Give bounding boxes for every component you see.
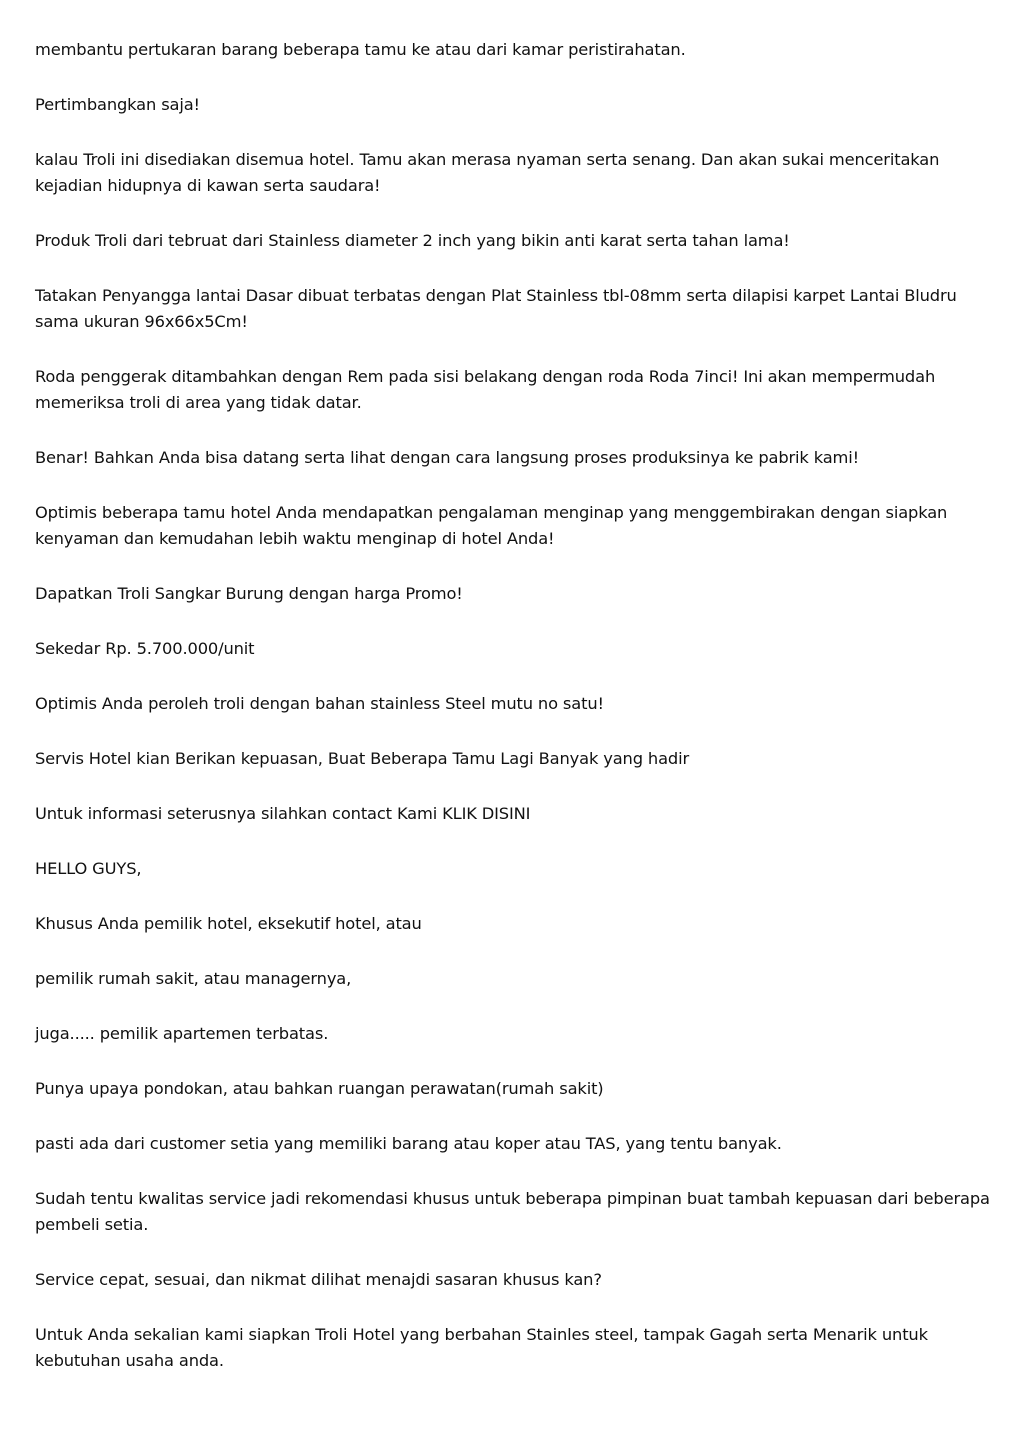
paragraph-closing: Untuk Anda sekalian kami siapkan Troli Hotel yang berbahan Stainles steel, tampak Gagah serta Menarik untuk kebutuhan usaha anda. [35, 1325, 928, 1370]
paragraph-servis: Servis Hotel kian Berikan kepuasan, Buat Beberapa Tamu Lagi Banyak yang hadir [35, 749, 690, 768]
paragraph-tatakan: Tatakan Penyangga lantai Dasar dibuat terbatas dengan Plat Stainless tbl-08mm serta dilapisi karpet Lantai Bludru sama ukuran 96x66x5Cm! [35, 286, 957, 331]
paragraph-apartemen: juga..... pemilik apartemen terbatas. [35, 1024, 329, 1043]
paragraph-kwalitas: Sudah tentu kwalitas service jadi rekomendasi khusus untuk beberapa pimpinan buat tambah kepuasan dari beberapa pembeli setia. [35, 1189, 990, 1234]
paragraph-customer: pasti ada dari customer setia yang memiliki barang atau koper atau TAS, yang tentu banyak. [35, 1134, 782, 1153]
paragraph-rumah-sakit: pemilik rumah sakit, atau managernya, [35, 969, 352, 988]
paragraph-optimis-troli: Optimis Anda peroleh troli dengan bahan stainless Steel mutu no satu! [35, 694, 604, 713]
paragraph-price: Sekedar Rp. 5.700.000/unit [35, 639, 255, 658]
paragraph-roda: Roda penggerak ditambahkan dengan Rem pada sisi belakang dengan roda Roda 7inci! Ini akan mempermudah memeriksa troli di area yang tidak datar. [35, 367, 936, 412]
paragraph-troli-hotel: kalau Troli ini disediakan disemua hotel. Tamu akan merasa nyaman serta senang. Dan akan sukai menceritakan kejadian hidupnya di kawan serta saudara! [35, 150, 940, 195]
paragraph-benar: Benar! Bahkan Anda bisa datang serta lihat dengan cara langsung proses produksinya ke pabrik kami! [35, 448, 860, 467]
paragraph-upaya: Punya upaya pondokan, atau bahkan ruangan perawatan(rumah sakit) [35, 1079, 604, 1098]
paragraph-service-cepat: Service cepat, sesuai, dan nikmat dilihat menajdi sasaran khusus kan? [35, 1270, 602, 1289]
paragraph-contact: Untuk informasi seterusnya silahkan contact Kami KLIK DISINI [35, 804, 531, 823]
paragraph-hello: HELLO GUYS, [35, 859, 142, 878]
paragraph-pertimbangkan: Pertimbangkan saja! [35, 95, 200, 114]
paragraph-optimis-tamu: Optimis beberapa tamu hotel Anda mendapatkan pengalaman menginap yang menggembirakan dengan siapkan kenyaman dan kemudahan lebih waktu menginap di hotel Anda! [35, 503, 948, 548]
paragraph-promo: Dapatkan Troli Sangkar Burung dengan harga Promo! [35, 584, 463, 603]
paragraph-intro-fragment: membantu pertukaran barang beberapa tamu ke atau dari kamar peristirahatan. [35, 40, 686, 59]
paragraph-produk-troli: Produk Troli dari tebruat dari Stainless diameter 2 inch yang bikin anti karat serta tahan lama! [35, 231, 790, 250]
paragraph-khusus: Khusus Anda pemilik hotel, eksekutif hotel, atau [35, 914, 422, 933]
